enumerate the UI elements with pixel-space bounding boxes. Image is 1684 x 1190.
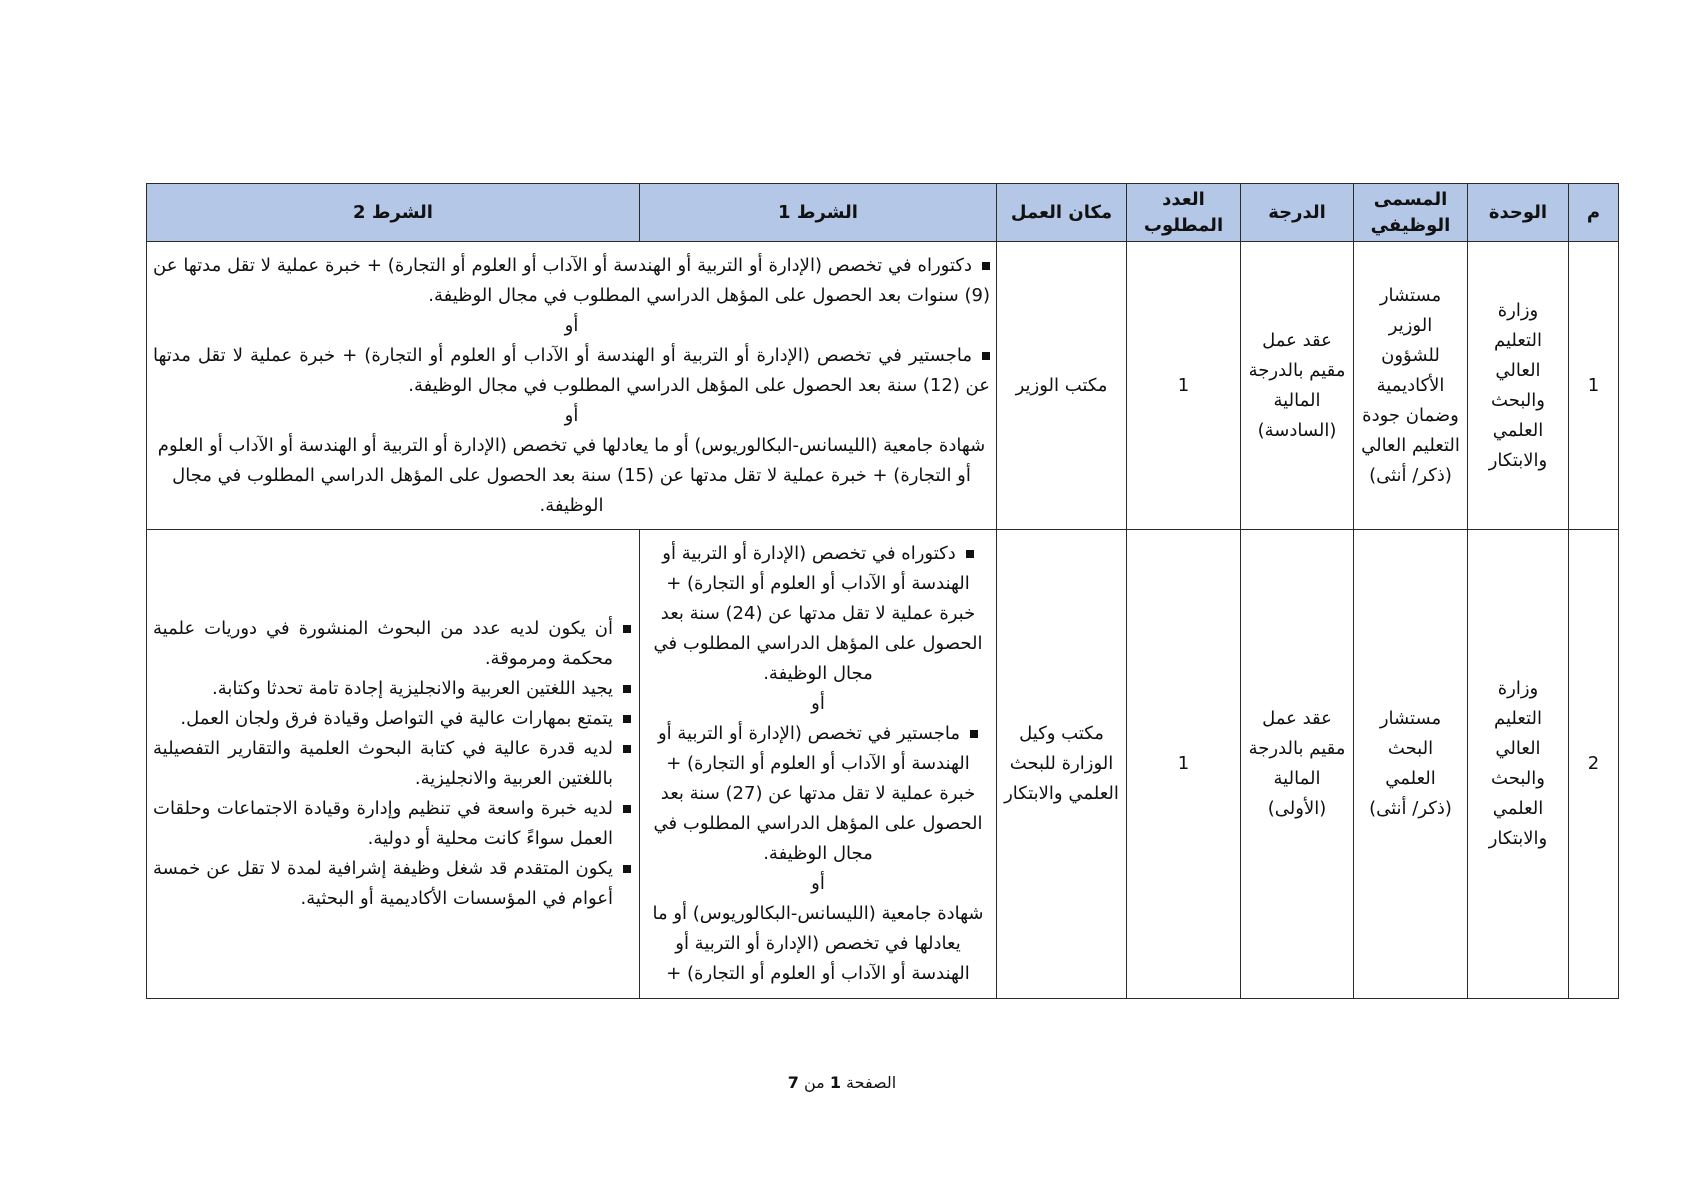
list-item [153, 614, 633, 674]
condition-text: ماجستير في تخصص (الإدارة أو التربية أو الهندسة أو الآداب أو العلوم أو التجارة) + خبرة عملية لا تقل مدتها عن (12) سنة بعد الحصول على المؤهل الدراسي المطلوب في مجال الوظيفة. [153, 344, 990, 396]
or-separator: أو [811, 693, 825, 714]
grade-level: (الأولى) [1267, 798, 1327, 819]
or-separator: أو [564, 404, 579, 426]
page-label: الصفحة [846, 1073, 897, 1092]
header-unit: الوحدة [1468, 184, 1569, 242]
list-item [153, 674, 633, 704]
job-title-cell [1354, 530, 1468, 999]
header-job-title: المسمى الوظيفي [1354, 184, 1468, 242]
list-item [153, 704, 633, 734]
list-item [153, 854, 633, 914]
requirement-text: لديه قدرة عالية في كتابة البحوث العلمية والتقارير التفصيلية باللغتين العربية والانجليزية. [153, 738, 613, 789]
square-bullet-icon [623, 715, 631, 723]
header-grade: الدرجة [1241, 184, 1354, 242]
condition-bullet [153, 251, 990, 311]
condition-bullet [646, 719, 990, 869]
header-row [147, 184, 1619, 242]
or-separator: أو [564, 314, 579, 336]
row-number: 1 [1569, 242, 1619, 530]
unit-cell: وزارة التعليم العالي والبحث العلمي والابتكار [1468, 530, 1569, 999]
header-count: العدد المطلوب [1127, 184, 1241, 242]
condition-bullet [153, 341, 990, 401]
square-bullet-icon [623, 805, 631, 813]
header-m: م [1569, 184, 1619, 242]
count-cell: 1 [1127, 530, 1241, 999]
gender: (ذكر/ أنثى) [1369, 798, 1452, 819]
workplace-cell: مكتب الوزير [997, 242, 1127, 530]
requirement-text: يتمتع بمهارات عالية في التواصل وقيادة فرق ولجان العمل. [180, 708, 613, 729]
row-number: 2 [1569, 530, 1619, 999]
page-footer [0, 1073, 1684, 1092]
grade-text: عقد عمل مقيم بالدرجة المالية [1248, 708, 1346, 789]
workplace-cell: مكتب وكيل الوزارة للبحث العلمي والابتكار [997, 530, 1127, 999]
condition-text: شهادة جامعية (الليسانس-البكالوريوس) أو ما يعادلها في تخصص (الإدارة أو التربية أو الهندسة أو الآداب أو العلوم أو التجارة) + [652, 903, 984, 984]
header-condition-1: الشرط 1 [640, 184, 997, 242]
unit-cell: وزارة التعليم العالي والبحث العلمي والابتكار [1468, 242, 1569, 530]
square-bullet-icon [623, 685, 631, 693]
square-bullet-icon [982, 352, 990, 360]
condition-text: دكتوراه في تخصص (الإدارة أو التربية أو الهندسة أو الآداب أو العلوم أو التجارة) + خبرة عملية لا تقل مدتها عن (24) سنة بعد الحصول على المؤهل الدراسي المطلوب في مجال الوظيفة. [653, 543, 983, 684]
requirement-text: لديه خبرة واسعة في تنظيم وإدارة وقيادة الاجتماعات وحلقات العمل سواءً كانت محلية أو دولية. [153, 798, 613, 849]
table-row [147, 242, 1619, 530]
condition-1-cell [640, 530, 997, 999]
list-item [153, 734, 633, 794]
header-condition-2: الشرط 2 [147, 184, 640, 242]
or-separator: أو [811, 873, 825, 894]
square-bullet-icon [982, 262, 990, 270]
list-item [153, 794, 633, 854]
square-bullet-icon [970, 730, 978, 738]
condition-text: دكتوراه في تخصص (الإدارة أو التربية أو الهندسة أو الآداب أو العلوم أو التجارة) + خبرة عملية لا تقل مدتها عن (9) سنوات بعد الحصول على المؤهل الدراسي المطلوب في مجال الوظيفة. [153, 254, 990, 306]
square-bullet-icon [623, 745, 631, 753]
header-workplace: مكان العمل [997, 184, 1127, 242]
job-title: مستشار البحث العلمي [1379, 708, 1442, 789]
grade-text: عقد عمل مقيم بالدرجة المالية [1248, 329, 1346, 411]
requirement-text: يجيد اللغتين العربية والانجليزية إجادة تامة تحدثا وكتابة. [212, 678, 613, 699]
job-title: مستشار الوزير للشؤون الأكاديمية وضمان جودة التعليم العالي [1361, 284, 1460, 456]
condition-bullet [646, 539, 990, 689]
of-label: من [803, 1073, 825, 1092]
square-bullet-icon [966, 550, 974, 558]
jobs-table [146, 183, 1619, 999]
grade-cell [1241, 530, 1354, 999]
condition-2-cell [147, 530, 640, 999]
job-title-cell [1354, 242, 1468, 530]
page-number: 1 [829, 1073, 841, 1092]
grade-cell [1241, 242, 1354, 530]
gender: (ذكر/ أنثى) [1369, 464, 1452, 486]
table-row [147, 530, 1619, 999]
condition-text: شهادة جامعية (الليسانس-البكالوريوس) أو ما يعادلها في تخصص (الإدارة أو التربية أو الهندسة أو الآداب أو العلوم أو التجارة) + خبرة عملية لا تقل مدتها عن (15) سنة بعد الحصول على المؤهل الدراسي المطلوب في مجال الوظيفة. [157, 434, 986, 516]
condition-text: ماجستير في تخصص (الإدارة أو التربية أو الهندسة أو الآداب أو العلوم أو التجارة) + خبرة عملية لا تقل مدتها عن (27) سنة بعد الحصول على المؤهل الدراسي المطلوب في مجال الوظيفة. [653, 723, 983, 864]
grade-level: (السادسة) [1257, 419, 1337, 441]
count-cell: 1 [1127, 242, 1241, 530]
total-pages: 7 [787, 1073, 799, 1092]
requirements-list [153, 614, 633, 914]
conditions-merged-cell [147, 242, 997, 530]
requirement-text: أن يكون لديه عدد من البحوث المنشورة في دوريات علمية محكمة ومرموقة. [153, 618, 613, 669]
requirement-text: يكون المتقدم قد شغل وظيفة إشرافية لمدة لا تقل عن خمسة أعوام في المؤسسات الأكاديمية أو البحثية. [153, 858, 613, 909]
square-bullet-icon [623, 625, 631, 633]
square-bullet-icon [623, 865, 631, 873]
